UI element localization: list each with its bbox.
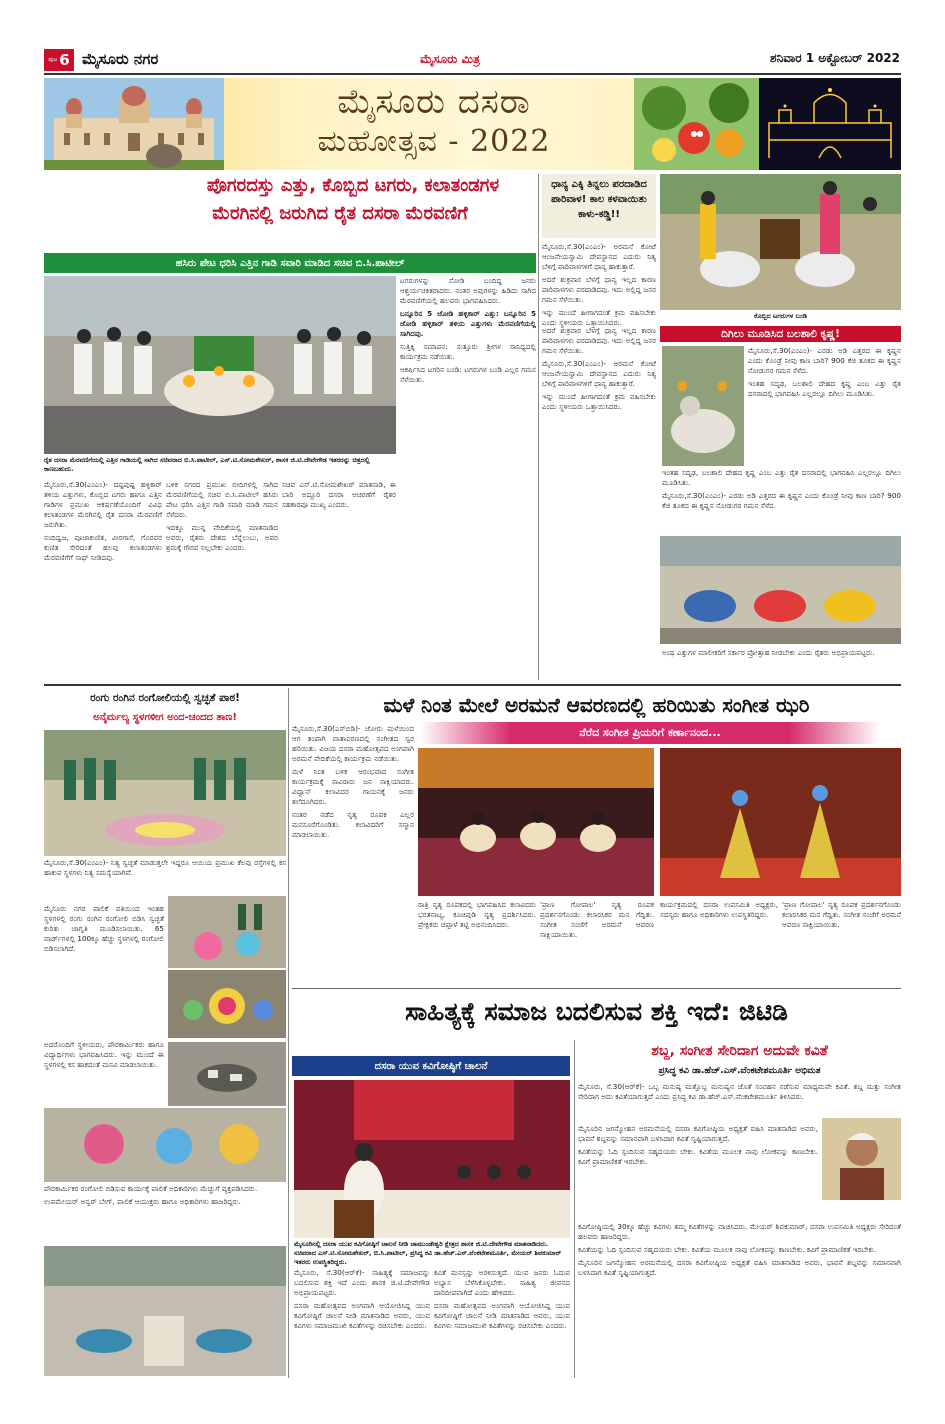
ram-cart-caption: ಕೊಬ್ಬಿದ ಟಗರುಗಳ ಬಂಡಿ [754,312,807,320]
music-column-3 [540,900,654,984]
section-rule [292,988,901,989]
side1-body-continued [542,326,656,680]
dasara-banner [44,78,901,170]
rangoli-para: ಅದರೊಂದಿಗೆ ಸ್ಥಳೀಯರು, ಪೌರಕಾರ್ಮಿಕರು ಹಾಗೂ ವಿದ್ಯಾರ್ಥಿಗಳು ಭಾಗವಹಿಸಿದರು. ಇನ್ನು ಮುಂದೆ ಈ ಸ್ಥಳಗಳಲ್ಲಿ ಕಸ ಹಾಕದಂತೆ ಮನವಿ ಮಾಡಲಾಯಿತು. [44,1040,164,1069]
sahitya-para: ಕವಿತೆ ಮನಸ್ಸನ್ನು ಅರಳಿಸುತ್ತದೆ. ಯುವ ಜನರು ಓದುವ ಅಭ್ಯಾಸ ಬೆಳೆಸಿಕೊಳ್ಳಬೇಕು. ಸಾಹಿತ್ಯ ಜೀವನದ ದಾರಿದೀಪವಾಗಿದೆ ಎಂದು ಹೇಳಿದರು. [434,1268,570,1297]
page-number-box [44,49,74,71]
story1-headline-line1: ಪೊಗರದಸ್ತು ಎತ್ತು, ಕೊಬ್ಬಿದ ಟಗರು, ಕಲಾತಂಡಗಳ [206,175,500,196]
raitha-dasara-photo [44,276,396,454]
music-para: ಮೈಸೂರು,ಸೆ.30(ಎಸ್‌ಬಿಡಿ)- ಜೋರು ಮಳೆಯಿಂದ ಆಗ ತಂಪಾಗಿ ವಾತಾವರಣದಲ್ಲಿ ಸಂಗೀತದ ಸ್ವರ ಹರಿಯಿತು. ವಿಜಯ ದಸರಾ ಮಹೋತ್ಸವದ ಅಂಗವಾಗಿ ಅರಮನೆ ವೇದಿಕೆಯಲ್ಲಿ ಕಾರ್ಯಕ್ರಮ ನಡೆಯಿತು. [292,724,414,763]
music-column-1 [292,724,414,984]
rangoli-closing [44,1184,286,1244]
side2-headline: ದಿಗಿಲು ಮೂಡಿಸಿದ ಬಲಶಾಲಿ ಕೃಷ್ಣ! [660,326,901,342]
kavigoshti-caption: ಮೈಸೂರಿನಲ್ಲಿ ದಸರಾ ಯುವ ಕವಿಗೋಷ್ಠಿಗೆ ಚಾಲನೆ ನೀಡಿ ಚಾಮುಂಡೇಶ್ವರಿ ಕ್ಷೇತ್ರದ ಶಾಸಕ ಜಿ.ಟಿ.ದೇವೇಗೌಡ ಮಾತನಾಡಿದರು. ಸಚಿವರಾದ ಎಸ್.ಟಿ.ಸೋಮಶೇಖರ್, ಬಿ.ಸಿ.ಪಾಟೀಲ್, ಪ್ರಸಿದ್ಧ ಕವಿ ಡಾ.ಹೆಚ್.ಎಸ್.ವೆಂಕಟೇಶಮೂರ್ತಿ, ಮೇಯರ್ ಶಿವಕುಮಾರ್ ಇತರರು ಉಪಸ್ಥಿತರಿದ್ದರು. [294,1240,562,1266]
music-para: ಕಾರ್ಯಕ್ರಮದಲ್ಲಿ ದಸರಾ ಉಪಸಮಿತಿ ಅಧ್ಯಕ್ಷರು, ಸದಸ್ಯರು ಹಾಗೂ ಅಧಿಕಾರಿಗಳು ಉಪಸ್ಥಿತರಿದ್ದರು. [660,900,778,919]
story1-mid-para: ಇದಕ್ಕೂ ಮುನ್ನ ವೇದಿಕೆಯಲ್ಲಿ ಮಾತನಾಡಿದ ಅವರು, ರೈತರು ದೇಶದ ಬೆನ್ನೆಲುಬು, ಅವರ ಶ್ರಮಕ್ಕೆ ಗೌರವ ಸಲ್ಲಬೇಕು ಎಂದರು. [166,523,278,552]
story1-mid-column-2 [282,480,396,680]
side1-headline: ಧಾನ್ಯ ಎಕ್ಕಿ ತಿನ್ನಲು ಪರದಾಡಿದ ಪಾರಿವಾಳ! ಕಾಲ ಕಳವಾಯಿತು ಕಾಳು-ಕಡ್ಡಿ!! [542,174,656,238]
story1-headline-line2: ಮೆರಗಿನಲ್ಲಿ ಜರುಗಿದ ರೈತ ದಸರಾ ಮೆರವಣಿಗೆ [212,203,468,224]
side1-body [542,242,656,327]
kavigoshti-photo [294,1080,570,1238]
page-label: ಪುಟ [48,56,58,63]
rangoli-headline: ರಂಗು ರಂಗಿನ ರಂಗೋಲಿಯಲ್ಲಿ ಸ್ವಚ್ಛತೆ ಪಾಠ! [90,692,240,704]
sahitya-side-para: ಮೈಸೂರಿನ ಜಗನ್ಮೋಹನ ಅರಮನೆಯಲ್ಲಿ ದಸರಾ ಕವಿಗೋಷ್ಠಿಯ ಅಧ್ಯಕ್ಷತೆ ವಹಿಸಿ ಮಾತನಾಡಿದ ಅವರು, ಭಾವನೆ ಶಬ್ದವನ್ನು ಸಮಾನವಾಗಿ ಬಳಸಿದಾಗ ಕವಿತೆ ಸೃಷ್ಟಿಯಾಗುತ್ತದೆ. [578,1124,818,1143]
story1-right-para: ಆಕರ್ಷಿಸಿದ ಟಗರಿನ ಬಂಡಿ: ಟಗರುಗಳ ಬಂಡಿ ಎಲ್ಲರ ಗಮನ ಸೆಳೆಯಿತು. [400,365,536,384]
paper-name: ಮೈಸೂರು ಮಿತ್ರ [420,52,480,66]
story1-left-para: ಮೈಸೂರು,ಸೆ.30(ಎಂಎಂ)- ದಷ್ಟಪುಷ್ಟ ಹಳ್ಳಿಕಾರ್ ತಳಿಯ ಎತ್ತುಗಳು, ಕೊಬ್ಬಿದ ಟಗರು ಹಾಗೂ ಎತ್ತಿನ ಗಾಡಿಗಳ ಪ್ರಮುಖ ಆಕರ್ಷಣೆಯೊಂದಿಗೆ ವಿವಿಧ ಕಲಾತಂಡಗಳ ಮೆರಗಿನಲ್ಲಿ ರೈತ ದಸರಾ ಮೆರವಣಿಗೆ ಜರುಗಿತು. [44,480,162,529]
sahitya-side-para: ಕವಿತೆಯನ್ನು ಓದಿ ಸ್ಪಂದಿಸುವ ಸಹೃದಯರು ಬೇಕು. ಕವಿತೆಯ ಮೂಲಕ ನಾವು ಲೋಕವನ್ನು ಕಾಣಬೇಕು. ಕವಿಗೆ ಪ್ರಾಮಾಣಿಕತೆ ಇರಬೇಕು. [578,1147,818,1166]
rangoli-subhead: ಅನೈರ್ಮಲ್ಯ ಸ್ಥಳಗಳೀಗ ಅಂದ-ಚಂದದ ತಾಣ! [93,712,237,723]
rangoli-para: ಪೌರಕಾರ್ಮಿಕರ ರಂಗೋಲಿ ಬಿಡಿಸುವ ಕಾರ್ಯಕ್ಕೆ ಪಾಲಿಕೆ ಅಧಿಕಾರಿಗಳು ಮೆಚ್ಚುಗೆ ವ್ಯಕ್ತಪಡಿಸಿದರು. [44,1184,258,1193]
side1-para: ಇನ್ನು ಮುಂದೆ ಹೀಗಾಗದಂತೆ ಕ್ರಮ ವಹಿಸಬೇಕು ಎಂದು ಸ್ಥಳೀಯರು ಒತ್ತಾಯಿಸಿದರು. [542,308,656,327]
concert-photo [418,748,654,896]
sahitya-subhead: ದಸರಾ ಯುವ ಕವಿಗೋಷ್ಠಿಗೆ ಚಾಲನೆ [292,1056,570,1076]
rangoli-group-photo [44,730,286,856]
rangoli-para: ಉಪಮೇಯರ್ ಅನ್ವರ್ ಬೇಗ್, ಪಾಲಿಕೆ ಆಯುಕ್ತರು ಹಾಗೂ ಅಧಿಕಾರಿಗಳು ಹಾಜರಿದ್ದರು. [44,1197,241,1206]
sahitya-headline: ಸಾಹಿತ್ಯಕ್ಕೆ ಸಮಾಜ ಬದಲಿಸುವ ಶಕ್ತಿ ಇದೆ: ಜಿಟಿಡಿ [405,997,788,1026]
side2-bottom [662,648,901,680]
music-subhead: ನೆರೆದ ಸಂಗೀತ ಪ್ರಿಯರಿಗೆ ಕರ್ಣಾನಂದ... [420,722,880,744]
side2-para: ಇಂತಹ ಸದೃಢ, ಬಲಶಾಲಿ ದೇಹದ ಕೃಷ್ಣ ಎಂಬ ಎತ್ತು ರೈತ ದಸರಾದಲ್ಲಿ ಭಾಗವಹಿಸಿ ಎಲ್ಲರಲ್ಲೂ ದಿಗಿಲು ಮೂಡಿಸಿತು. [748,379,901,398]
column-rule [574,1040,575,1378]
issue-date: ಶನಿವಾರ 1 ಅಕ್ಟೋಬರ್ 2022 [770,51,900,65]
side2-para: ಇಂತಹ ಸದೃಢ, ಬಲಶಾಲಿ ದೇಹದ ಕೃಷ್ಣ ಎಂಬ ಎತ್ತು ರೈತ ದಸರಾದಲ್ಲಿ ಭಾಗವಹಿಸಿ ಎಲ್ಲರಲ್ಲೂ ದಿಗಿಲು ಮೂಡಿಸಿತು. [662,468,901,487]
story1-right-column [400,276,536,678]
music-para: ರಾತ್ರಿ ನೃತ್ಯ ರೂಪಕದಲ್ಲಿ ಭಾಗವಹಿಸಿದ ಕಲಾವಿದರು ಭರತನಾಟ್ಯ, ಕೂಚಿಪುಡಿ ನೃತ್ಯ ಪ್ರದರ್ಶಿಸಿದರು. ಪ್ರೇಕ್ಷಕರು ಚಪ್ಪಾಳೆ ತಟ್ಟಿ ಅಭಿನಂದಿಸಿದರು. [418,900,536,929]
banner-title-line1: ಮೈಸೂರು ದಸರಾ [337,82,531,122]
rangoli-column-1 [44,904,164,1038]
sahitya-side-headline: ಶಬ್ದ, ಸಂಗೀತ ಸೇರಿದಾಗ ಅದುವೇ ಕವಿತೆ [651,1043,828,1059]
story1-right-para: ಸುತ್ತಿಕ್ಕಿ ಸಮಾಪನ: ಸುತ್ತೂರು ಶ್ರೀಗಳ ಸಾನಿಧ್ಯದಲ್ಲಿ ಕಾರ್ಯಕ್ರಮ ನಡೆಯಿತು. [400,342,536,361]
side2-para: ಮೈಸೂರು,ಸೆ.30(ಎಂಎಂ)- ಎರಡು ಅಡಿ ಎತ್ತರದ ಈ ಕೃಷ್ಣನ ಎಂದು ಕೊಂಡ್ರೆ ನೀವು ಕಾಣ ಬಾರಿ? 900 ಕೆಜಿ ತೂಕದ ಈ ಕೃಷ್ಣನ ನೋಡುಗರ ಗಮನ ಸೆಳೆದ. [662,491,901,510]
side1-para: ಅದರೆ ಶುಕ್ರವಾರ ಬೆಳಗ್ಗೆ ಧಾನ್ಯ ಇಲ್ಲದ ಕಾರಣ ಪಾರಿವಾಳಗಳು ಪರದಾಡಿದವು. ಇದು ಅಲ್ಲಿದ್ದ ಜನರ ಗಮನ ಸೆಳೆಯಿತು. [542,275,656,304]
rangoli-street-photo-1 [44,1108,286,1182]
banner-title-line2: ಮಹೋತ್ಸವ - 2022 [317,124,551,159]
poet-portrait-photo [822,1118,901,1200]
story1-mid2-para: ಸಚಿವ ಎಸ್.ಟಿ.ಸೋಮಶೇಖರ್ ಮಾತನಾಡಿ, ಈ ಬಾರಿ ಅದ್ದೂರಿ ದಸರಾ ಆಚರಣೆಗೆ ರೈತರ ಸಹಕಾರವೂ ಮುಖ್ಯ ಎಂದರು. [282,480,396,509]
sahitya-para: ದಸರಾ ಮಹೋತ್ಸವದ ಅಂಗವಾಗಿ ಆಯೋಜಿಸಿದ್ದ ಯುವ ಕವಿಗೋಷ್ಠಿಗೆ ಚಾಲನೆ ನೀಡಿ ಮಾತನಾಡಿದ ಅವರು, ಯುವ ಕವಿಗಳು ಸಮಾಜಮುಖಿ ಕವಿತೆಗಳನ್ನು ರಚಿಸಬೇಕು ಎಂದರು. [294,1301,430,1330]
ram-cart-photo [660,174,901,310]
music-column-4 [660,900,778,984]
story1-photo-caption: ರೈತ ದಸರಾ ಮೆರವಣಿಗೆಯಲ್ಲಿ ಎತ್ತಿನ ಗಾಡಿಯಲ್ಲಿ ಸಾಗಿದ ಸಚಿವರಾದ ಬಿ.ಸಿ.ಪಾಟೀಲ್, ಎಸ್.ಟಿ.ಸೋಮಶೇಖರ್, ಶಾಸಕ ಜಿ.ಟಿ.ದೇವೇಗೌಡ ಇತರರನ್ನು ಚಿತ್ರದಲ್ಲಿ ಕಾಣಬಹುದು. [44,456,370,473]
page-number: 6 [59,51,70,69]
side2-bottom-para: ಅಂಥ ಎತ್ತುಗಳ ಮಾಲೀಕರಿಗೆ ಸರ್ಕಾರ ಪ್ರೋತ್ಸಾಹ ನೀಡಬೇಕು ಎಂದು ರೈತರು ಅಭಿಪ್ರಾಯಪಟ್ಟರು. [662,648,875,657]
rangoli-street-photo-2 [44,1246,286,1376]
story1-mid-para: ಬಳಿಕ ನಗರದ ಪ್ರಮುಖ ಬೀದಿಗಳಲ್ಲಿ ಸಾಗಿದ ಮೆರವಣಿಗೆಯಲ್ಲಿ ಸಚಿವ ಬಿ.ಸಿ.ಪಾಟೀಲ್ ಹಸಿರು ಪೇಟ ಧರಿಸಿ ಎತ್ತಿನ ಗಾಡಿ ಸವಾರಿ ಮಾಡಿ ಗಮನ ಸೆಳೆದರು. [166,480,278,519]
sahitya-para: ಮೈಸೂರು, ಸೆ.30(ಆರ್‌ಕೆ)- ಸಾಹಿತ್ಯಕ್ಕೆ ಸಮಾಜವನ್ನು ಬದಲಿಸುವ ಶಕ್ತಿ ಇದೆ ಎಂದು ಶಾಸಕ ಜಿ.ಟಿ.ದೇವೇಗೌಡ ಅಭಿಪ್ರಾಯಪಟ್ಟರು. [294,1268,430,1297]
sahitya-side-subhead: ಪ್ರಸಿದ್ಧ ಕವಿ ಡಾ.ಹೆಚ್.ಎಸ್.ವೆಂಕಟೇಶಮೂರ್ತಿ ಅಭಿಮತ [658,1066,821,1076]
story1-mid-column [166,480,278,680]
palace-illustration [44,78,224,170]
rangoli-para: ಮೈಸೂರು,ಸೆ.30(ಎಂಎಂ)- ನಿತ್ಯ ಸ್ವಚ್ಛತೆ ಮಾಡುತ್ತಲೇ ಇದ್ದರೂ ಆಯಿಯ ಪ್ರಮುಖ ಕೆಲವು ರಸ್ತೆಗಳಲ್ಲಿ ಕಸ ಹಾಕುವ ಸ್ಥಳಗಳು ನಿತ್ಯ ಸಮಸ್ಯೆಯಾಗಿವೆ. [44,858,286,877]
section-rule [44,684,901,686]
sahitya-column-1 [294,1268,430,1378]
side2-body [748,346,901,466]
illuminated-palace-illustration [759,78,901,170]
side2-para: ಮೈಸೂರು,ಸೆ.30(ಎಂಎಂ)- ಎರಡು ಅಡಿ ಎತ್ತರದ ಈ ಕೃಷ್ಣನ ಎಂದು ಕೊಂಡ್ರೆ ನೀವು ಕಾಣ ಬಾರಿ? 900 ಕೆಜಿ ತೂಕದ ಈ ಕೃಷ್ಣನ ನೋಡುಗರ ಗಮನ ಸೆಳೆದ. [748,346,901,375]
sahitya-para: ದಸರಾ ಮಹೋತ್ಸವದ ಅಂಗವಾಗಿ ಆಯೋಜಿಸಿದ್ದ ಯುವ ಕವಿಗೋಷ್ಠಿಗೆ ಚಾಲನೆ ನೀಡಿ ಮಾತನಾಡಿದ ಅವರು, ಯುವ ಕವಿಗಳು ಸಮಾಜಮುಖಿ ಕವಿತೆಗಳನ್ನು ರಚಿಸಬೇಕು ಎಂದರು. [434,1301,570,1330]
story1-left-column [44,480,162,680]
rangoli-photo-2 [168,896,286,968]
sahitya-side-lead [578,1082,901,1122]
side2-body-continued [662,468,901,532]
music-para: 'ಪ್ರಾಣ ಗೋಪಾಲ' ನೃತ್ಯ ರೂಪಕ ಪ್ರದರ್ಶನಗೊಂಡು ಕಲಾರಸಿಕರ ಮನ ಗೆದ್ದಿತು. ಸಂಗೀತ ಸಂಜೆಗೆ ಅರಮನೆ ಆವರಣ ಸಾಕ್ಷಿಯಾಯಿತು. [782,900,901,929]
sahitya-side-para: ಕವಿತೆಯನ್ನು ಓದಿ ಸ್ಪಂದಿಸುವ ಸಹೃದಯರು ಬೇಕು. ಕವಿತೆಯ ಮೂಲಕ ನಾವು ಲೋಕವನ್ನು ಕಾಣಬೇಕು. ಕವಿಗೆ ಪ್ರಾಮಾಣಿಕತೆ ಇರಬೇಕು. [578,1245,877,1254]
dance-photo [660,748,901,896]
sahitya-side-para: ಮೈಸೂರಿನ ಜಗನ್ಮೋಹನ ಅರಮನೆಯಲ್ಲಿ ದಸರಾ ಕವಿಗೋಷ್ಠಿಯ ಅಧ್ಯಕ್ಷತೆ ವಹಿಸಿ ಮಾತನಾಡಿದ ಅವರು, ಭಾವನೆ ಶಬ್ದವನ್ನು ಸಮಾನವಾಗಿ ಬಳಸಿದಾಗ ಕವಿತೆ ಸೃಷ್ಟಿಯಾಗುತ್ತದೆ. [578,1258,901,1277]
garbage-spot-photo [168,1042,286,1106]
sahitya-side-para: ಕವಿಗೋಷ್ಠಿಯಲ್ಲಿ 30ಕ್ಕೂ ಹೆಚ್ಚು ಕವಿಗಳು ತಮ್ಮ ಕವಿತೆಗಳನ್ನು ವಾಚಿಸಿದರು. ಮೇಯರ್ ಶಿವಕುಮಾರ್, ದಸರಾ ಉಪಸಮಿತಿ ಅಧ್ಯಕ್ಷರು ಸೇರಿದಂತೆ ಹಲವರು ಹಾಜರಿದ್ದರು. [578,1222,901,1241]
music-column-5 [782,900,901,984]
story1-left-para: ನಂದಿಧ್ವಜ, ಪೂಜಾಕುಣಿತ, ವೀರಗಾಸೆ, ಗೊರವರ ಕುಣಿತ ಸೇರಿದಂತೆ ಹಲವು ಕಲಾತಂಡಗಳು ಮೆರವಣಿಗೆಗೆ ಸಾಥ್ ನೀಡಿದವು. [44,533,162,562]
flower-show-illustration [634,78,759,170]
side1-para: ಮೈಸೂರು,ಸೆ.30(ಎಂಎಂ)- ಅರಮನೆ ಕೋಟೆ ಆಂಜನೇಯಸ್ವಾಮಿ ದೇವಸ್ಥಾನದ ಎದುರು ನಿತ್ಯ ಬೆಳಿಗ್ಗೆ ಪಾರಿವಾಳಗಳಿಗೆ ಧಾನ್ಯ ಹಾಕುತ್ತಾರೆ. [542,359,656,388]
sahitya-side-body-2 [578,1222,901,1378]
rangoli-para: ಮೈಸೂರು ನಗರ ಪಾಲಿಕೆ ವತಿಯಿಂದ ಇಂತಹ ಸ್ಥಳಗಳಲ್ಲಿ ರಂಗು ರಂಗಿನ ರಂಗೋಲಿ ಬಿಡಿಸಿ ಸ್ವಚ್ಛತೆ ಕುರಿತು ಜಾಗೃತಿ ಮೂಡಿಸಲಾಯಿತು. 65 ವಾರ್ಡ್‌ಗಳಲ್ಲಿ 100ಕ್ಕೂ ಹೆಚ್ಚು ಸ್ಥಳಗಳಲ್ಲಿ ರಂಗೋಲಿ ಬಿಡಿಸಲಾಗಿದೆ. [44,904,164,953]
decorated-bulls-photo [660,536,901,644]
music-para: ಮಳೆ ನಿಂತ ಬಳಿಕ ಆರಂಭವಾದ ಸಂಗೀತ ಕಾರ್ಯಕ್ರಮಕ್ಕೆ ಸಾವಿರಾರು ಜನ ಸಾಕ್ಷಿಯಾದರು. ವಿದ್ವಾನ್ ಕಲಾವಿದರ ಗಾಯನಕ್ಕೆ ಜನರು ತಲೆದೂಗಿದರು. [292,767,414,806]
music-para: 'ಪ್ರಾಣ ಗೋಪಾಲ' ನೃತ್ಯ ರೂಪಕ ಪ್ರದರ್ಶನಗೊಂಡು ಕಲಾರಸಿಕರ ಮನ ಗೆದ್ದಿತು. ಸಂಗೀತ ಸಂಜೆಗೆ ಅರಮನೆ ಆವರಣ ಸಾಕ್ಷಿಯಾಯಿತು. [540,900,654,939]
masthead-rule [44,73,901,75]
music-column-2 [418,900,536,984]
story1-subhead: ಹಸಿರು ಪೇಟ ಧರಿಸಿ ಎತ್ತಿನ ಗಾಡಿ ಸವಾರಿ ಮಾಡಿದ ಸಚಿವ ಬಿ.ಸಿ.ಪಾಟೀಲ್ [44,253,536,273]
story1-right-para: ಟಗರುಗಳನ್ನು ನೋಡಿ ಬಂದಿದ್ದ ಜನರು ಆಶ್ಚರ್ಯಚಕಿತರಾದರು. ನಂತರ ಅವುಗಳನ್ನು ಹಿಡಿದು ಸಾಗಿದ ಮೆರವಣಿಗೆಯಲ್ಲಿ ಹಲವರು ಭಾಗವಹಿಸಿದರು. [400,276,536,305]
rangoli-photo-3 [168,970,286,1038]
music-para: ನಂತರ ನಡೆದ ನೃತ್ಯ ರೂಪಕ ಎಲ್ಲರ ಮನಸೂರೆಗೊಂಡಿತು. ಕಲಾವಿದರಿಗೆ ಸನ್ಮಾನ ಮಾಡಲಾಯಿತು. [292,810,414,839]
sahitya-side-para: ಮೈಸೂರು, ಸೆ.30(ಆರ್‌ಕೆ)- ಒಬ್ಬ ಮನುಷ್ಯ ಮತ್ತೊಬ್ಬ ಮನುಷ್ಯನ ಜೊತೆ ಸಂವಹನ ನಡೆಸುವ ಮಾಧ್ಯಮವೇ ಕವಿತೆ. ಶಬ್ದ ಮತ್ತು ಸಂಗೀತ ಸೇರಿದಾಗ ಅದು ಕವಿತೆಯಾಗುತ್ತದೆ ಎಂದು ಪ್ರಸಿದ್ಧ ಕವಿ ಡಾ.ಹೆಚ್.ಎಸ್.ವೆಂಕಟೇಶಮೂರ್ತಿ ತಿಳಿಸಿದರು. [578,1082,901,1101]
sahitya-column-2 [434,1268,570,1378]
bull-krishna-photo [662,346,744,466]
story1-right-para: ಬನ್ನೂರಿನ 5 ಜೋಡಿ ಹಳ್ಳಿಕಾರ್ ಎತ್ತು: ಬನ್ನೂರಿನ 5 ಜೋಡಿ ಹಳ್ಳಿಕಾರ್ ತಳಿಯ ಎತ್ತುಗಳು ಮೆರವಣಿಗೆಯಲ್ಲಿ ಸಾಗಿದವು. [400,309,536,338]
column-rule [538,174,539,680]
side1-para: ಇನ್ನು ಮುಂದೆ ಹೀಗಾಗದಂತೆ ಕ್ರಮ ವಹಿಸಬೇಕು ಎಂದು ಸ್ಥಳೀಯರು ಒತ್ತಾಯಿಸಿದರು. [542,392,656,411]
music-headline: ಮಳೆ ನಿಂತ ಮೇಲೆ ಅರಮನೆ ಆವರಣದಲ್ಲಿ ಹರಿಯಿತು ಸಂಗೀತ ಝರಿ [383,693,810,717]
section-name: ಮೈಸೂರು ನಗರ [82,50,159,68]
side1-para: ಅದರೆ ಶುಕ್ರವಾರ ಬೆಳಗ್ಗೆ ಧಾನ್ಯ ಇಲ್ಲದ ಕಾರಣ ಪಾರಿವಾಳಗಳು ಪರದಾಡಿದವು. ಇದು ಅಲ್ಲಿದ್ದ ಜನರ ಗಮನ ಸೆಳೆಯಿತು. [542,326,656,355]
side1-para: ಮೈಸೂರು,ಸೆ.30(ಎಂಎಂ)- ಅರಮನೆ ಕೋಟೆ ಆಂಜನೇಯಸ್ವಾಮಿ ದೇವಸ್ಥಾನದ ಎದುರು ನಿತ್ಯ ಬೆಳಿಗ್ಗೆ ಪಾರಿವಾಳಗಳಿಗೆ ಧಾನ್ಯ ಹಾಕುತ್ತಾರೆ. [542,242,656,271]
column-rule [288,688,289,1378]
sahitya-side-body [578,1124,818,1220]
